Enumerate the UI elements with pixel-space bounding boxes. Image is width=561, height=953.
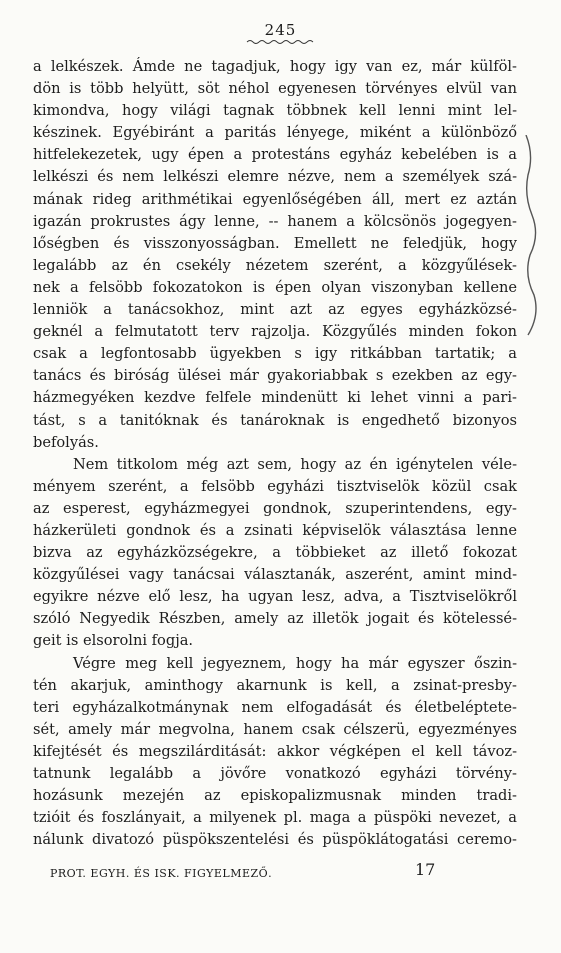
text-line: igazán prokrustes ágy lenne, -- hanem a kölcsönös jogegyen- <box>33 212 517 230</box>
text-line: szóló Negyedik Részben, amely az illetök jogait és kötelessé- <box>33 610 517 628</box>
text-line: házmegyéken kezdve felfele mindenütt ki lehet vinni a pari- <box>33 389 517 407</box>
text-line: tén akarjuk, aminthogy akarnunk is kell, a zsinat-presby- <box>33 676 517 694</box>
text-line: nek a felsöbb fokozatokon is épen olyan viszonyban kellene <box>33 278 517 296</box>
text-line: bizva az egyházközségekre, a többieket az illető fokozat <box>33 544 517 562</box>
text-line: hitfelekezetek, ugy épen a protestáns egyház kebelében is a <box>33 146 517 164</box>
text-line: legalább az én csekély nézetem szerént, a közgyűlések- <box>33 256 517 274</box>
text-line: csak a legfontosabb ügyekben s igy ritkábban tartatik; a <box>33 345 517 363</box>
text-line: lőségben és visszonyosságban. Emellett ne feledjük, hogy <box>33 234 517 252</box>
page-number: 245 <box>264 21 297 39</box>
text-line: közgyűlései vagy tanácsai választanák, aszerént, amint mind- <box>33 566 517 584</box>
text-line: Nem titkolom még azt sem, hogy az én igénytelen véle- <box>73 455 517 473</box>
text-line: hozásunk mezején az episkopalizmusnak minden tradi- <box>33 787 517 805</box>
text-line: egyikre nézve elő lesz, ha ugyan lesz, adva, a Tisztviselökről <box>33 588 517 606</box>
text-line: a lelkészek. Ámde ne tagadjuk, hogy igy van ez, már külföl- <box>33 58 517 75</box>
ornament-rule <box>245 38 317 46</box>
text-line: kimondva, hogy világi tagnak többnek kell lenni mint lel- <box>33 102 517 120</box>
text-line: befolyás. <box>33 433 99 451</box>
body-text <box>33 56 517 851</box>
text-line: mának rideg arithmétikai egyenlőségében áll, mert ez aztán <box>33 190 517 208</box>
footer-journal-title: PROT. EGYH. ÉS ISK. FIGYELMEZŐ. <box>50 867 273 880</box>
text-line: tatnunk legalább a jövőre vonatkozó egyházi törvény- <box>33 765 517 782</box>
text-line: Végre meg kell jegyeznem, hogy ha már egyszer őszin- <box>73 654 517 672</box>
text-line: sét, amely már megvolna, hanem csak célszerü, egyezményes <box>33 720 517 738</box>
text-line: lenniök a tanácsokhoz, mint azt az egyes egyházközsé- <box>33 301 517 319</box>
text-line: tást, s a tanitóknak és tanároknak is engedhető bizonyos <box>33 411 517 429</box>
text-line: kifejtését és megszilárditását: akkor végképen el kell távoz- <box>33 742 517 760</box>
text-line: geknél a felmutatott terv rajzolja. Közgyűlés minden fokon <box>33 323 517 341</box>
text-line: dön is több helyütt, söt néhol egyenesen törvényes elvül van <box>33 80 517 98</box>
text-line: geit is elsorolni fogja. <box>33 632 194 650</box>
text-line: készinek. Egyébiránt a paritás lényege, miként a különböző <box>33 124 517 142</box>
text-line: nálunk divatozó püspökszentelési és püspöklátogatási ceremo- <box>33 831 517 849</box>
text-line: teri egyházalkotmánynak nem elfogadását és életbeléptete- <box>33 698 517 716</box>
text-line: házkerületi gondnok és a zsinati képviselök választása lenne <box>33 521 517 539</box>
text-line: az esperest, egyházmegyei gondnok, szuperintendens, egy- <box>33 499 517 517</box>
text-line: tanács és biróság ülései már gyakoriabbak s ezekben az egy- <box>33 367 517 385</box>
text-line: ményem szerént, a felsöbb egyházi tisztviselök közül csak <box>33 477 517 495</box>
margin-ink-mark <box>520 135 550 345</box>
text-line: tzióit és foszlányait, a milyenek pl. maga a püspöki nevezet, a <box>33 809 517 827</box>
text-line: lelkészi és nem lelkészi elemre nézve, nem a személyek szá- <box>33 168 517 186</box>
sheet-number: 17 <box>415 860 436 879</box>
